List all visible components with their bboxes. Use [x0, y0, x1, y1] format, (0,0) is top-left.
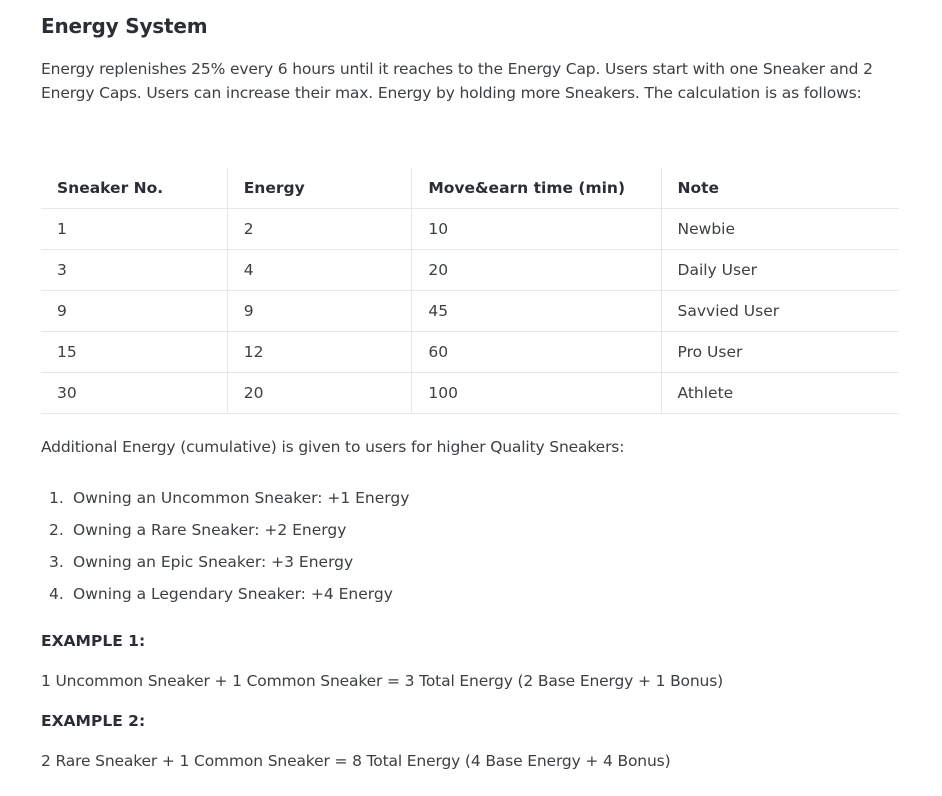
list-text: Owning an Epic Sneaker: +3 Energy [73, 553, 354, 571]
list-number: 3. [49, 553, 64, 571]
table-header-row [41, 168, 899, 209]
example-1-heading: EXAMPLE 1: [41, 632, 146, 650]
list-text: Owning a Rare Sneaker: +2 Energy [73, 521, 347, 539]
list-item [49, 518, 409, 550]
table-row [41, 332, 899, 373]
cell-note: Athlete [661, 373, 899, 414]
list-number: 2. [49, 521, 64, 539]
header-note: Note [661, 168, 899, 209]
cell-move-earn-time: 20 [412, 250, 661, 291]
header-sneaker-no: Sneaker No. [41, 168, 227, 209]
list-text: Owning a Legendary Sneaker: +4 Energy [73, 585, 393, 603]
table-row [41, 209, 899, 250]
list-number: 1. [49, 489, 64, 507]
cell-note: Savvied User [661, 291, 899, 332]
list-item [49, 486, 409, 518]
cell-note: Newbie [661, 209, 899, 250]
header-move-earn-time: Move&earn time (min) [412, 168, 661, 209]
additional-energy-paragraph: Additional Energy (cumulative) is given to users for higher Quality Sneakers: [41, 438, 625, 456]
cell-sneaker-no: 30 [41, 373, 227, 414]
cell-move-earn-time: 100 [412, 373, 661, 414]
cell-energy: 12 [227, 332, 412, 373]
example-1-text: 1 Uncommon Sneaker + 1 Common Sneaker = 3 Total Energy (2 Base Energy + 1 Bonus) [41, 672, 724, 690]
cell-energy: 20 [227, 373, 412, 414]
header-energy: Energy [227, 168, 412, 209]
cell-note: Pro User [661, 332, 899, 373]
list-item [49, 582, 409, 614]
example-2-text: 2 Rare Sneaker + 1 Common Sneaker = 8 Total Energy (4 Base Energy + 4 Bonus) [41, 752, 671, 770]
list-item [49, 550, 409, 582]
cell-energy: 2 [227, 209, 412, 250]
page-title: Energy System [41, 14, 208, 38]
cell-sneaker-no: 3 [41, 250, 227, 291]
table-row [41, 373, 899, 414]
list-number: 4. [49, 585, 64, 603]
example-2-heading: EXAMPLE 2: [41, 712, 146, 730]
cell-move-earn-time: 10 [412, 209, 661, 250]
table-row [41, 291, 899, 332]
cell-note: Daily User [661, 250, 899, 291]
table-row [41, 250, 899, 291]
cell-energy: 4 [227, 250, 412, 291]
bonus-list [49, 486, 409, 614]
energy-table [41, 168, 899, 414]
cell-sneaker-no: 1 [41, 209, 227, 250]
cell-move-earn-time: 45 [412, 291, 661, 332]
cell-sneaker-no: 9 [41, 291, 227, 332]
cell-move-earn-time: 60 [412, 332, 661, 373]
list-text: Owning an Uncommon Sneaker: +1 Energy [73, 489, 410, 507]
intro-paragraph: Energy replenishes 25% every 6 hours until it reaches to the Energy Cap. Users start with one Sneaker and 2 Energy Caps. Users can increase their max. Energy by holding more Sneakers. The calculation is as follows: [41, 60, 873, 102]
cell-sneaker-no: 15 [41, 332, 227, 373]
cell-energy: 9 [227, 291, 412, 332]
